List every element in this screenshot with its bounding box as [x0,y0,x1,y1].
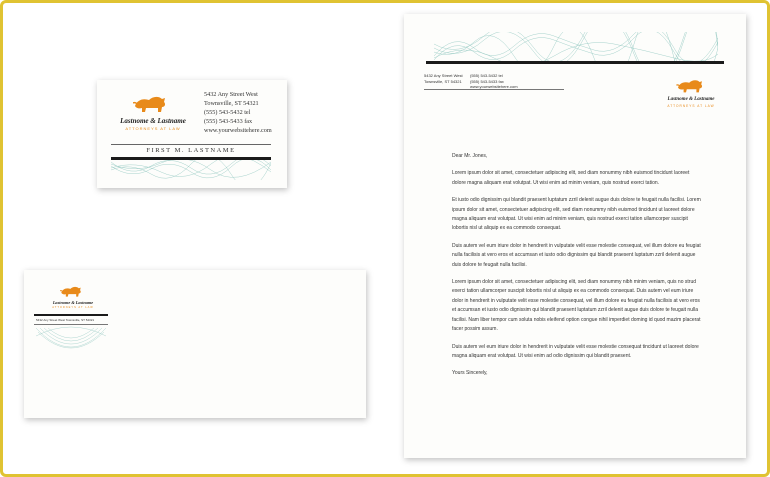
guilloche-pattern-icon [434,32,718,62]
card-website: www.yourwebsitehere.com [204,127,272,134]
card-person-name: FIRST M. LASTNAME [146,147,236,154]
firm-name: Lastnome & Lastname [52,300,94,305]
lion-logo-icon [133,94,167,114]
letter-paragraph: Lorem ipsum dolor sit amet, consectetuer adipiscing elit, sed diam nonummy nibh minim veniam, quis no strud exerci tation ullamcorper suscipit lobortis nisl ut aliquip ex ea commodo consequat. Duis autem vel eum iriure dolor in hendrerit in vulputate velit esse molestie consequat, vel illum dolore eu feugiat nulla facilisis at vero eros et accumsan et iusto odio dignissim qui blandit praesent luptatum zzril delenit augue duis dolore te feugait nulla facilisi. Nam liber tempor cum soluta nobis eleifend option congue nihil imperdiet doming id quod mazim placerat facer possim assum. [452,279,701,333]
letter-paragraph: Lorem ipsum dolor sit amet, consectetuer adipiscing elit, sed diam nonummy nibh euismod tincidunt laoreet dolore magna aliquam erat volutpat. Ut wisi enim ad minim veniam, quis nostrud exerci tation. [452,170,690,186]
card-phone: (555) 543-5432 tel [204,109,251,116]
letterhead-contact [470,73,518,90]
letterhead-address [424,73,463,84]
letter-salutation: Dear Mr. Jones, [452,153,488,159]
letterhead-website: www.yourwebsitehere.com [470,84,518,89]
letter-paragraph: Duis autem vel eum iriure dolor in hendrerit in vulputate velit esse molestie consequat, vel illum dolore eu feugiat nulla facilisis at vero eros et accumsan et iusto odio dignissim qui blandit praesent luptatum zzril delenit augue duis dolore te feugait nulla facilisi. [452,242,701,268]
letter-closing: Yours Sincerely, [452,370,488,377]
card-divider [111,144,271,145]
letterhead-fax: (555) 543-5433 fax [470,78,504,84]
business-card [97,80,287,188]
card-address-line: 5432 Any Street West [204,91,258,98]
envelope-black-bar [34,314,108,316]
firm-name: Lastnome & Lastname [667,97,715,102]
card-address-line: Townsville, ST 54321 [204,100,259,107]
firm-tagline: ATTORNEYS AT LAW [52,306,94,309]
letter-body [452,152,702,387]
envelope-return-address: 5432 Any Street West Townsville, ST 54321 [36,318,95,322]
firm-tagline: ATTORNEYS AT LAW [667,104,715,108]
firm-tagline: ATTORNEYS AT LAW [125,126,181,131]
letter-paragraph: Et iusto odio dignissim qui blandit praesent luptatum zzril delenit augue duis dolore te feugait nulla facilisi. Lorem ipsum dolor sit amet, consectetuer adipiscing elit, sed diam nonummy nibh euismod tincidunt ut laoreet dolore magna aliquam erat volutpat. Ut wisi enim ad minim veniam, quis nostrud exerci tation ullamcorper suscipit lobortis nisl ut aliquip ex ea commodo consequat. [452,197,701,232]
card-contact-block [204,90,272,135]
letterhead-address-line: 5432 Any Street West [424,73,463,78]
lion-logo-icon [60,285,82,298]
letterhead-divider [424,89,564,90]
lion-logo-icon [676,78,704,94]
letterhead [404,14,746,458]
envelope-divider [34,324,108,325]
letterhead-black-bar [426,61,724,64]
letterhead-address-line: Townsville, ST 54321 [424,78,462,84]
letterhead-phone: (555) 543-5432 tel [470,73,503,78]
guilloche-pattern-icon [34,326,108,366]
card-fax: (555) 543-5433 fax [204,118,253,125]
firm-name: Lastnome & Lastname [120,117,186,125]
envelope [24,270,366,418]
guilloche-pattern-icon [111,160,271,180]
letter-paragraph: Duis autem vel eum iriure dolor in hendrerit in vulputate velit esse molestie consequat tincidunt ut laoreet dolore magna aliquam erat volutpat. Ut wisi enim ad odio dignissim qui blandit praesent. [452,343,699,359]
